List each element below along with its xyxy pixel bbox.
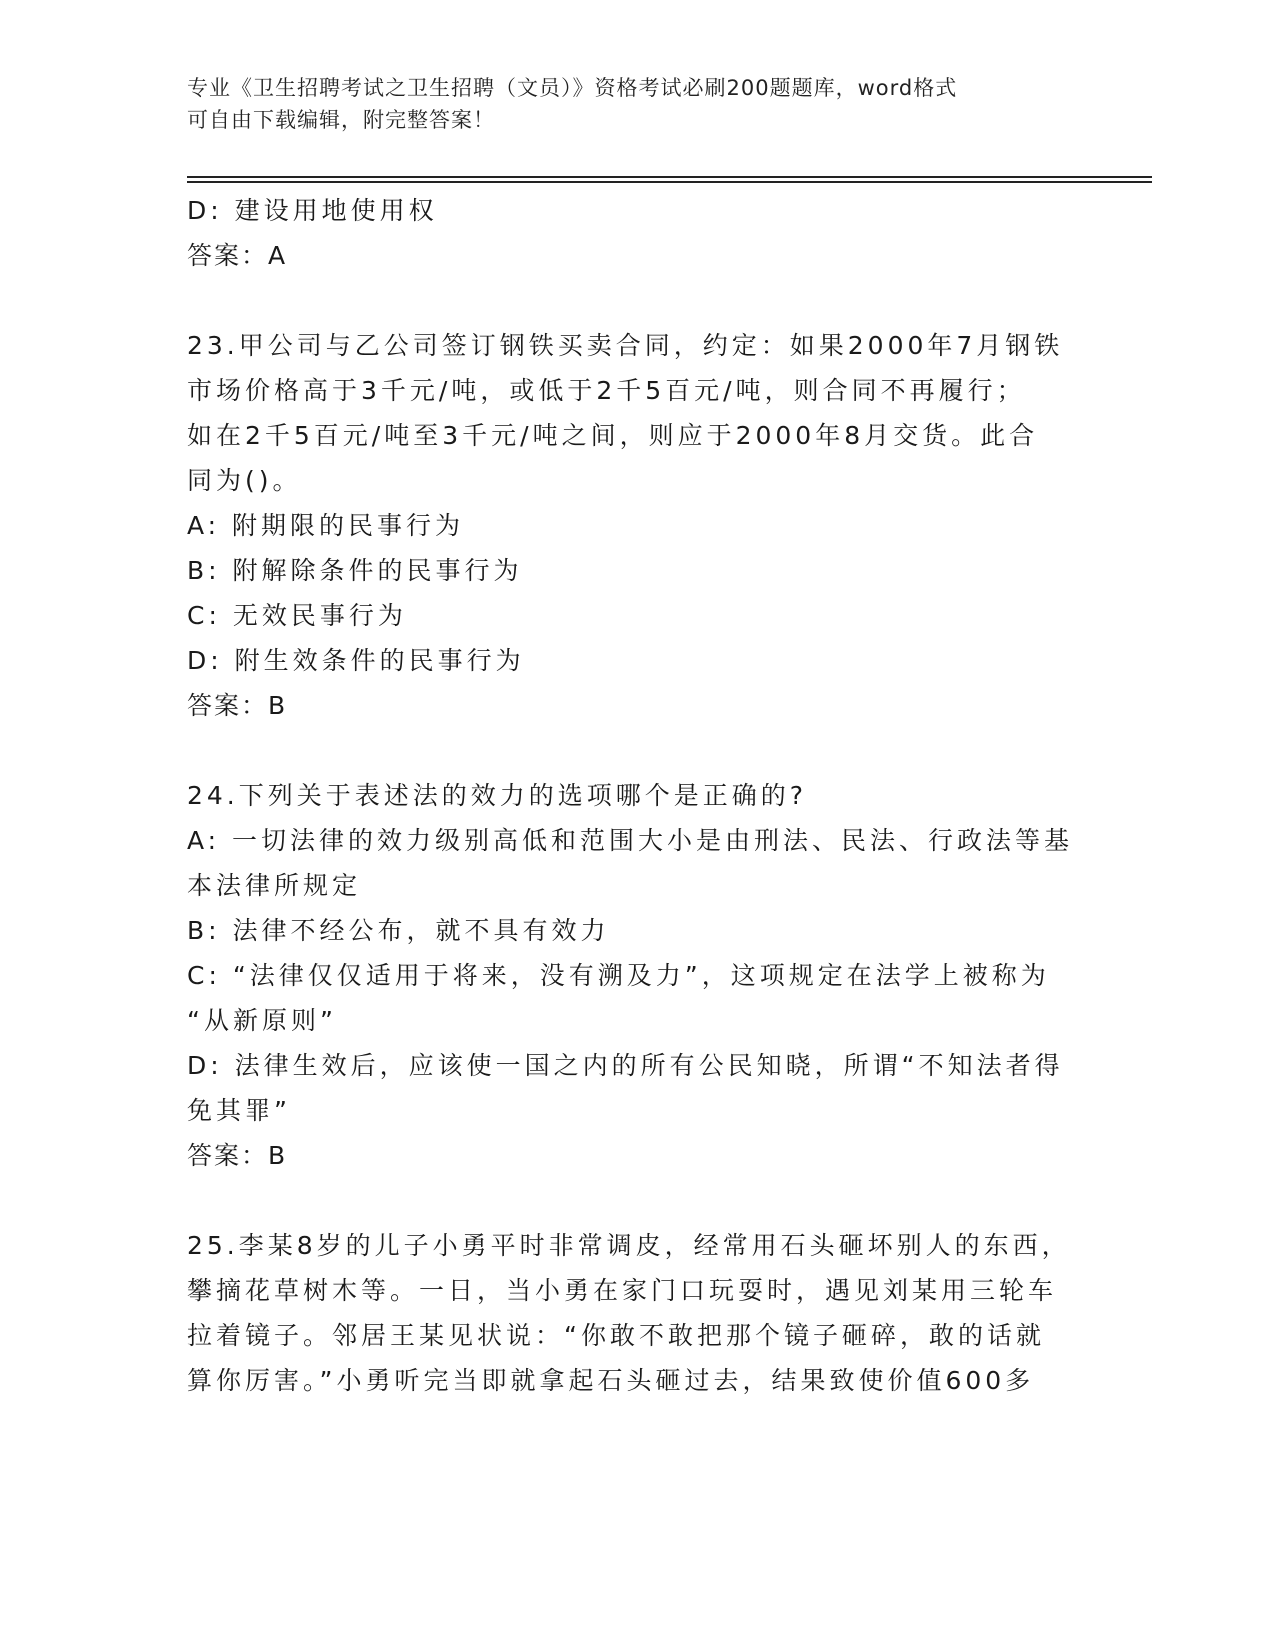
text-line-q24-opt-d2: 免其罪” bbox=[187, 1096, 291, 1125]
text-line-q25-line4: 算你厉害。”小勇听完当即就拿起石头砸过去，结果致使价值600多 bbox=[187, 1366, 1035, 1395]
paragraph-gap bbox=[187, 1178, 1087, 1223]
text-line-q23-opt-a: A: 附期限的民事行为 bbox=[187, 511, 465, 540]
header-line-2: 可自由下载编辑，附完整答案！ bbox=[187, 108, 495, 132]
text-line-q24-opt-a1: A: 一切法律的效力级别高低和范围大小是由刑法、民法、行政法等基 bbox=[187, 826, 1074, 855]
paragraph-gap bbox=[187, 728, 1087, 773]
answer-line: 答案：B bbox=[187, 691, 288, 720]
text-line-q24-opt-d1: D: 法律生效后，应该使一国之内的所有公民知晓，所谓“不知法者得 bbox=[187, 1051, 1064, 1080]
text-line-q25-line1: 25.李某8岁的儿子小勇平时非常调皮，经常用石头砸坏别人的东西， bbox=[187, 1231, 1071, 1260]
text-line-q24-opt-c2: “从新原则” bbox=[187, 1006, 337, 1035]
text-line-q23-line1: 23.甲公司与乙公司签订钢铁买卖合同，约定：如果2000年7月钢铁 bbox=[187, 331, 1064, 360]
text-line-q24-line1: 24.下列关于表述法的效力的选项哪个是正确的? bbox=[187, 781, 808, 810]
text-line-q23-line3: 如在2千5百元/吨至3千元/吨之间，则应于2000年8月交货。此合 bbox=[187, 421, 1039, 450]
header-line-1: 专业《卫生招聘考试之卫生招聘（文员）》资格考试必刷200题题库，word格式 bbox=[187, 76, 958, 100]
text-line-q23-line4: 同为()。 bbox=[187, 466, 302, 495]
text-line-prev-opt-d: D: 建设用地使用权 bbox=[187, 196, 438, 225]
answer-line: 答案：B bbox=[187, 1141, 288, 1170]
text-line-q23-opt-d: D: 附生效条件的民事行为 bbox=[187, 646, 525, 675]
page-header bbox=[187, 72, 1067, 136]
text-line-q23-line2: 市场价格高于3千元/吨，或低于2千5百元/吨，则合同不再履行； bbox=[187, 376, 1026, 405]
text-line-q23-opt-c: C: 无效民事行为 bbox=[187, 601, 407, 630]
text-line-q24-opt-b: B: 法律不经公布，就不具有效力 bbox=[187, 916, 610, 945]
document-body bbox=[187, 188, 1087, 1403]
text-line-q25-line2: 攀摘花草树木等。一日，当小勇在家门口玩耍时，遇见刘某用三轮车 bbox=[187, 1276, 1058, 1305]
answer-line: 答案：A bbox=[187, 241, 288, 270]
text-line-q23-opt-b: B: 附解除条件的民事行为 bbox=[187, 556, 523, 585]
text-line-q24-opt-c1: C: “法律仅仅适用于将来，没有溯及力”，这项规定在法学上被称为 bbox=[187, 961, 1050, 990]
paragraph-gap bbox=[187, 278, 1087, 323]
header-rule-top bbox=[187, 176, 1152, 178]
text-line-q25-line3: 拉着镜子。邻居王某见状说：“你敢不敢把那个镜子砸碎，敢的话就 bbox=[187, 1321, 1045, 1350]
text-line-q24-opt-a2: 本法律所规定 bbox=[187, 871, 362, 900]
header-rule-bottom bbox=[187, 181, 1152, 183]
